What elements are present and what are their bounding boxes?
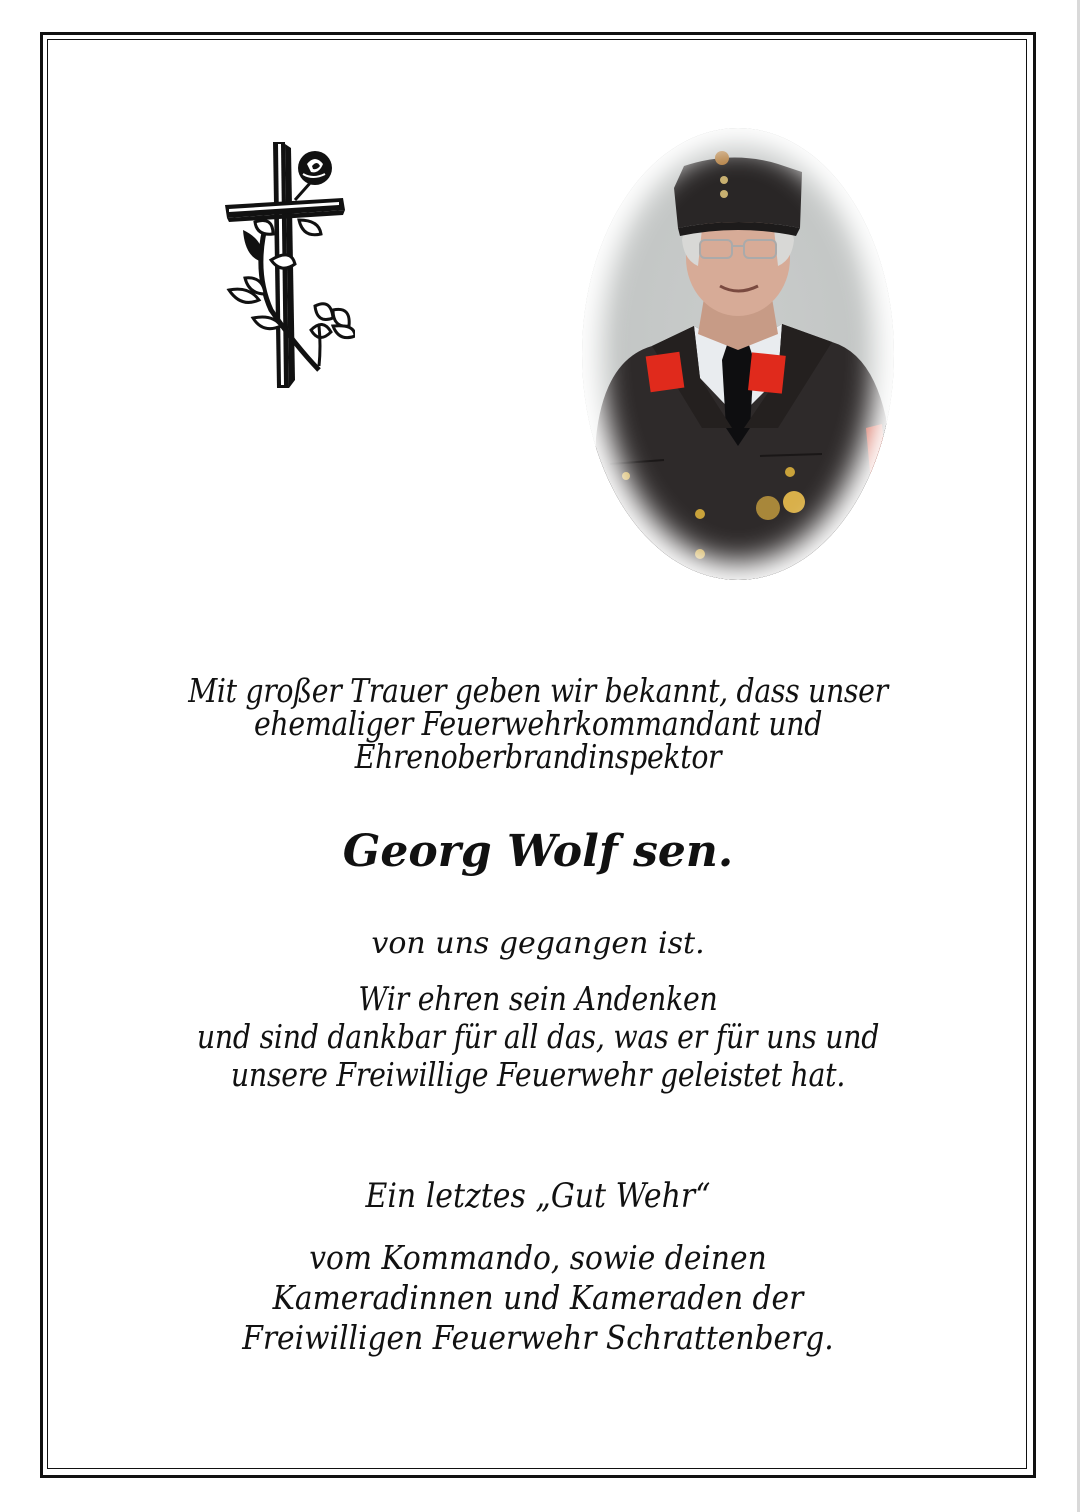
intro-line: Mit großer Trauer geben wir bekannt, dass unser [188,671,888,710]
intro-text [117,671,960,776]
farewell-text: Ein letztes „Gut Wehr“ [365,1176,711,1216]
cross-with-rose-icon [215,130,355,392]
sender-line: Kameradinnen und Kameraden der [272,1278,804,1317]
honor-line: unsere Freiwillige Feuerwehr geleistet hat. [230,1055,846,1094]
sender-text [97,1238,979,1358]
honor-line: Wir ehren sein Andenken [358,979,718,1018]
honor-line: und sind dankbar für all das, was er für uns und [196,1017,880,1056]
intro-line: Ehrenoberbrandinspektor [354,737,722,776]
sender-line: Freiwilligen Feuerwehr Schrattenberg. [242,1318,834,1357]
portrait-photo-oval [582,128,894,580]
passing-text: von uns gegangen ist. [371,926,705,961]
deceased-name: Georg Wolf sen. [342,826,734,877]
sender-line: vom Kommando, sowie deinen [309,1238,767,1277]
intro-line: ehemaliger Feuerwehrkommandant und [253,704,823,743]
honor-text [117,980,960,1094]
